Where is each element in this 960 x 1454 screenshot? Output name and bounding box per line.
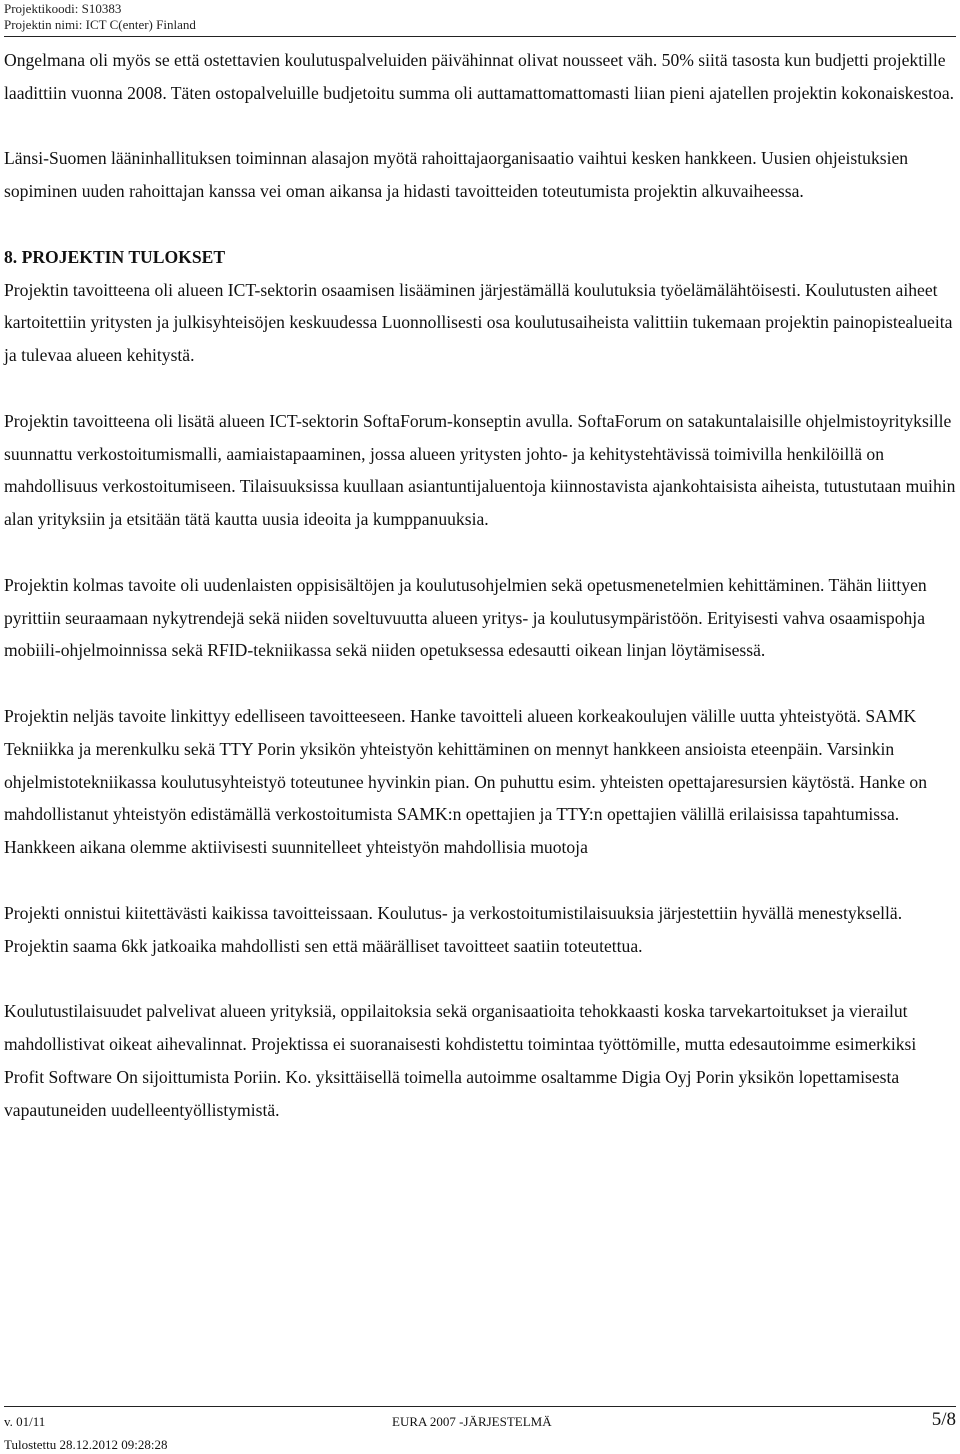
- printed-timestamp: Tulostettu 28.12.2012 09:28:28: [4, 1437, 168, 1452]
- page-footer: [4, 1408, 956, 1454]
- version-label: v. 01/11: [4, 1414, 46, 1429]
- project-code: Projektikoodi: S10383: [4, 1, 122, 16]
- paragraph: Projektin tavoitteena oli lisätä alueen ICT-sektorin SoftaForum-konseptin avulla. SoftaForum on satakuntalaisille ohjelmistoyrityksille suunnattu verkostoitumismalli, aamiaistapaaminen, jossa alueen yritysten johto- ja kehitystehtävissä toimivilla henkilöillä on mahdollisuus verkostoitumiseen. Tilaisuuksissa kuullaan asiantuntijaluentoja kiinnostavista ajankohtaisista aiheista, tutustutaan muihin alan yrityksiin ja etsitään tätä kautta uusia ideoita ja kumppanuuksia.: [4, 410, 956, 530]
- header-divider: [4, 36, 956, 37]
- page-number: 5/8: [931, 1409, 956, 1430]
- system-name: EURA 2007 -JÄRJESTELMÄ: [392, 1414, 552, 1429]
- paragraph: Länsi-Suomen lääninhallituksen toiminnan alasajon myötä rahoittajaorganisaatio vaihtui kesken hankkeen. Uusien ohjeistuksien sopiminen uuden rahoittajan kanssa vei oman aikansa ja hidasti tavoitteiden toteutumista projektin alkuvaiheessa.: [4, 148, 909, 202]
- paragraph: Projektin kolmas tavoite oli uudenlaisten oppisisältöjen ja koulutusohjelmien sekä opetusmenetelmien kehittäminen. Tähän liittyen pyrittiin seuraamaan nykytrendejä sekä niiden soveltuvuutta alueen yritys- ja koulutusympäristöön. Erityisesti vahva osaamispohja mobiili-ohjelmoinnissa sekä RFID-tekniikassa sekä niiden opetuksessa edesautti oikean linjan löytämisessä.: [4, 574, 927, 661]
- page-header: [4, 1, 196, 33]
- paragraph: Projektin neljäs tavoite linkittyy edelliseen tavoitteeseen. Hanke tavoitteli alueen korkeakoulujen välille uutta yhteistyötä. SAMK Tekniikka ja merenkulku sekä TTY Porin yksikön yhteistyön kehittäminen on mennyt hankkeen ansioista eteenpäin. Varsinkin ohjelmistotekniikassa koulutusyhteistyö toteutunee hyvinkin pian. On puhuttu esim. yhteisten opettajaresursien käytöstä. Hanke on mahdollistanut yhteistyön edistämällä verkostoitumista SAMK:n opettajien ja TTY:n opettajien välillä erilaisissa tapahtumissa. Hankkeen aikana olemme aktiivisesti suunnitelleet yhteistyön mahdollisia muotoja: [4, 705, 928, 858]
- project-name: Projektin nimi: ICT C(enter) Finland: [4, 17, 196, 32]
- paragraph: Projekti onnistui kiitettävästi kaikissa tavoitteissaan. Koulutus- ja verkostoitumistilaisuuksia järjestettiin hyvällä menestyksellä. Projektin saama 6kk jatkoaika mahdollisti sen että määrälliset tavoitteet saatiin toteutettua.: [4, 902, 903, 956]
- paragraph: Ongelmana oli myös se että ostettavien koulutuspalveluiden päivähinnat olivat nousseet väh. 50% siitä tasosta kun budjetti projektille laadittiin vuonna 2008. Täten ostopalveluille budjetoitu summa oli auttamattomattomasti liian pieni ajatellen projektin kokonaiskestoa.: [4, 50, 955, 103]
- document-body: [4, 44, 956, 1159]
- paragraph: Koulutustilaisuudet palvelivat alueen yrityksiä, oppilaitoksia sekä organisaatioita tehokkaasti koska tarvekartoitukset ja vierailut mahdollistivat oikeat aihevalinnat. Projektissa ei suoranaisesti kohdistettu toimintaa työttömille, mutta edesautoimme esimerkiksi Profit Software On sijoittumista Poriin. Ko. yksittäisellä toimella autoimme osaltamme Digia Oyj Porin yksikön lopettamisesta vapautuneiden uudelleentyöllistymistä.: [4, 1001, 917, 1120]
- footer-divider: [4, 1406, 956, 1407]
- section-heading: 8. PROJEKTIN TULOKSET: [4, 246, 226, 267]
- paragraph: Projektin tavoitteena oli alueen ICT-sektorin osaamisen lisääminen järjestämällä koulutuksia työelämälähtöisesti. Koulutusten aiheet kartoitettiin yritysten ja julkisyhteisöjen keskuudessa Luonnollisesti osa koulutusaiheista valittiin tukemaan projektin painopistealueita ja tulevaa alueen kehitystä.: [4, 279, 953, 366]
